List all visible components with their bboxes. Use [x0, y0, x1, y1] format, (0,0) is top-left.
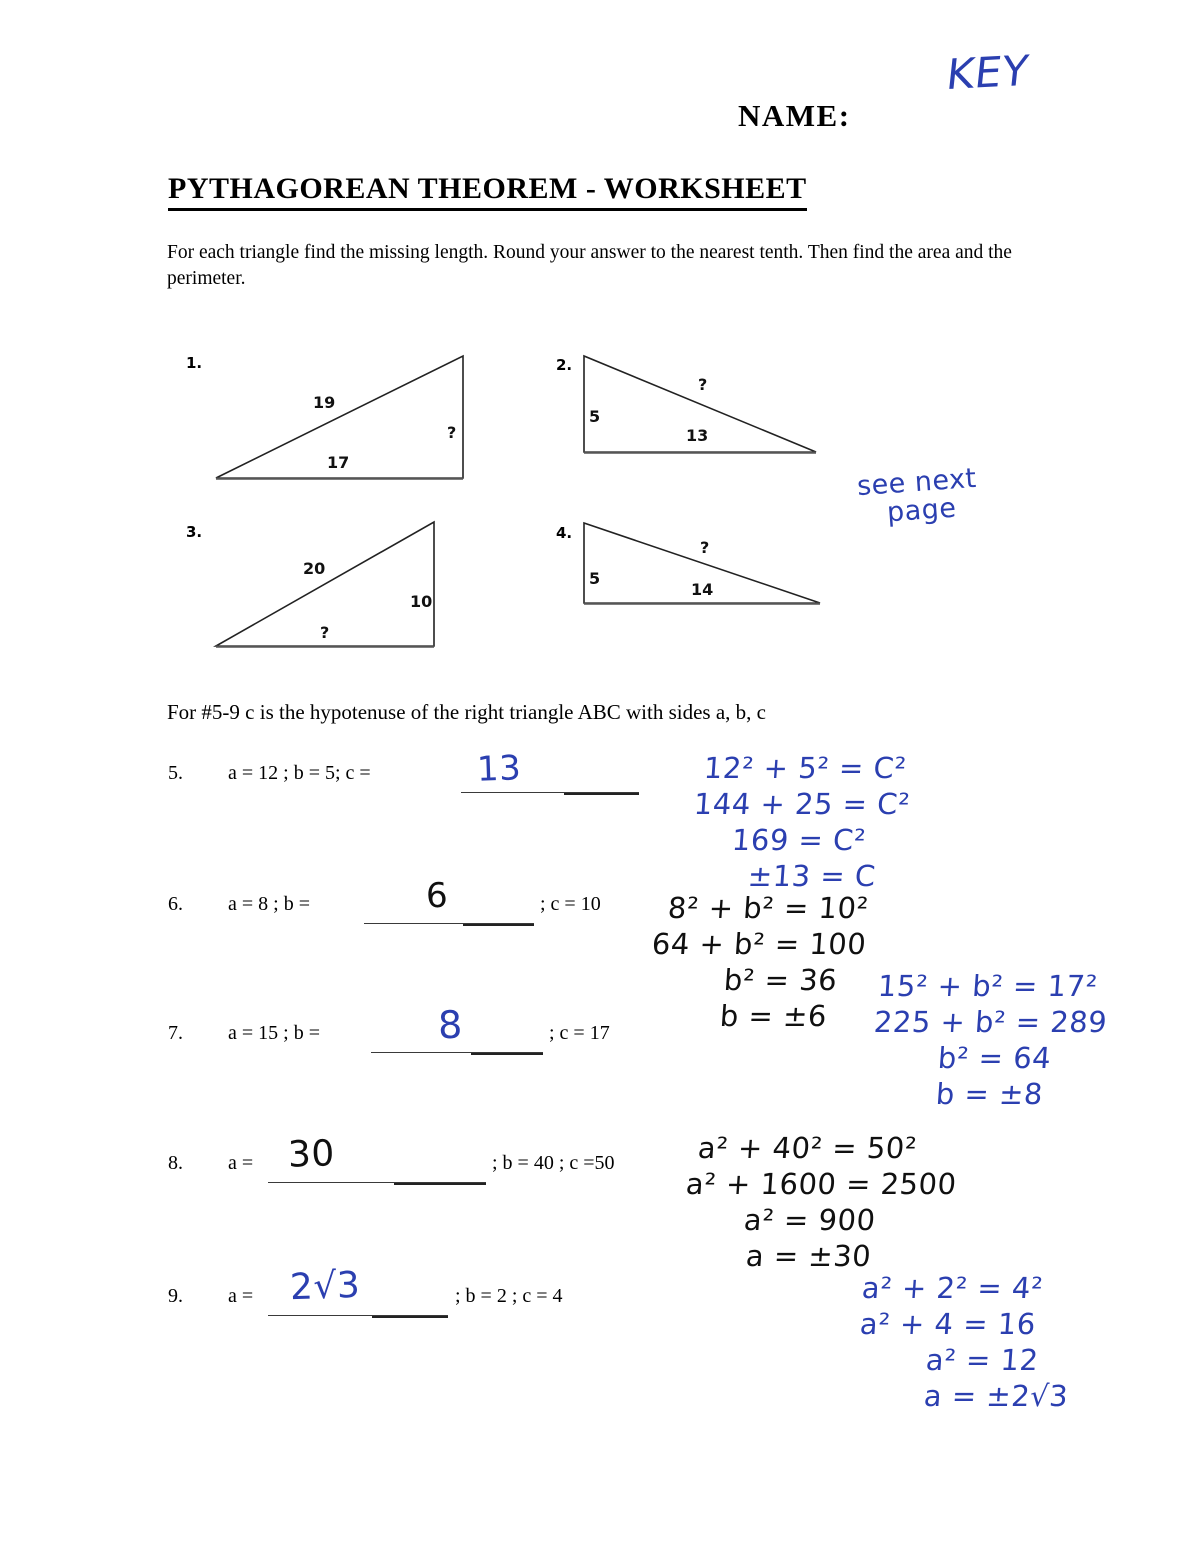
problem-8-suffix: ; b = 40 ; c =50	[492, 1152, 615, 1174]
triangle-1-hypotenuse-label: 19	[313, 393, 336, 412]
problem-9-work	[858, 1270, 1070, 1414]
problem-7-answer: 8	[437, 1002, 464, 1048]
page-title-wrap	[168, 172, 807, 211]
triangle-2-vertical-label: 5	[589, 407, 601, 426]
problem-6-number: 6.	[168, 893, 183, 915]
triangle-3-number: 3.	[186, 523, 203, 541]
problem-6-work-line-3: b² = 36	[722, 963, 839, 997]
problem-9-number: 9.	[168, 1285, 183, 1307]
triangle-4-figure	[580, 519, 830, 614]
problem-6-suffix: ; c = 10	[540, 893, 601, 915]
page-title: PYTHAGOREAN THEOREM - WORKSHEET	[168, 172, 807, 211]
triangle-3-unknown-label: ?	[320, 623, 330, 642]
section-instruction: For #5-9 c is the hypotenuse of the right triangle ABC with sides a, b, c	[167, 700, 766, 724]
triangle-4-vertical-label: 5	[589, 569, 601, 588]
triangle-2-number: 2.	[556, 356, 573, 374]
problem-6-work-line-2: 64 + b² = 100	[650, 927, 868, 961]
problem-9-work-line-4: a = ±2√3	[922, 1379, 1070, 1413]
triangle-2-svg	[580, 352, 825, 462]
problem-8-number: 8.	[168, 1152, 183, 1174]
problem-7-work-line-2: 225 + b² = 289	[872, 1005, 1109, 1039]
problem-8-work-line-3: a² = 900	[742, 1203, 877, 1237]
problem-6-work	[650, 890, 870, 1034]
triangle-3-vertical-label: 10	[410, 592, 433, 611]
triangle-2-base-label: 13	[686, 426, 709, 445]
problem-8-prefix: a =	[228, 1152, 254, 1174]
problem-8-answer: 30	[287, 1133, 336, 1176]
problem-6-answer: 6	[425, 875, 449, 917]
problem-7-work-line-4: b = ±8	[934, 1077, 1045, 1111]
triangle-3-figure	[210, 516, 450, 654]
triangle-3-svg	[210, 516, 450, 654]
triangle-2-unknown-label: ?	[698, 375, 708, 394]
problem-5-work	[692, 750, 912, 894]
problem-9-work-line-1: a² + 2² = 4²	[860, 1271, 1045, 1305]
problem-8-work-line-1: a² + 40² = 50²	[696, 1131, 919, 1165]
triangle-4-number: 4.	[556, 524, 573, 542]
problem-5-work-line-4: ±13 = C	[746, 859, 877, 893]
problem-7-suffix: ; c = 17	[549, 1022, 610, 1044]
problem-7-work-line-1: 15² + b² = 17²	[876, 969, 1099, 1003]
problem-5-work-line-1: 12² + 5² = C²	[702, 751, 908, 785]
problem-6-work-line-4: b = ±6	[718, 999, 829, 1033]
instructions-text: For each triangle find the missing length. Round your answer to the nearest tenth. Then find the area and the perimeter.	[167, 242, 1012, 289]
problem-9-work-line-3: a² = 12	[924, 1343, 1040, 1377]
key-annotation: KEY	[944, 45, 1032, 100]
problem-6-work-line-1: 8² + b² = 10²	[666, 891, 870, 925]
problem-7-number: 7.	[168, 1022, 183, 1044]
problem-6-answer-blank[interactable]	[364, 893, 534, 924]
triangle-1-unknown-label: ?	[447, 423, 457, 442]
triangle-4-svg	[580, 519, 830, 614]
problem-9-suffix: ; b = 2 ; c = 4	[455, 1285, 563, 1307]
problem-6-prefix: a = 8 ; b =	[228, 893, 310, 915]
problem-9-answer: 2√3	[289, 1264, 361, 1309]
triangle-3-hypotenuse-label: 20	[303, 559, 326, 578]
teacher-note-line-1: see next	[856, 462, 978, 503]
triangle-4-base-label: 14	[691, 580, 714, 599]
problem-5-number: 5.	[168, 762, 183, 784]
triangle-1-base-label: 17	[327, 453, 350, 472]
problem-7-work-line-3: b² = 64	[936, 1041, 1053, 1075]
triangle-2-figure	[580, 352, 825, 462]
teacher-note-line-2: page	[885, 492, 958, 529]
problem-8-work-line-2: a² + 1600 = 2500	[684, 1167, 958, 1201]
problem-9-work-line-2: a² + 4 = 16	[858, 1307, 1037, 1341]
problem-7-work	[872, 968, 1109, 1112]
problem-8-work-line-4: a = ±30	[744, 1239, 873, 1273]
problem-7-prefix: a = 15 ; b =	[228, 1022, 320, 1044]
triangle-1-number: 1.	[186, 354, 203, 372]
problem-5-work-line-2: 144 + 25 = C²	[692, 787, 912, 821]
problem-5-work-line-3: 169 = C²	[730, 823, 868, 857]
problem-5-prefix: a = 12 ; b = 5; c =	[228, 762, 371, 784]
triangle-4-unknown-label: ?	[700, 538, 710, 557]
problem-9-prefix: a =	[228, 1285, 254, 1307]
name-label: NAME:	[738, 98, 851, 133]
problem-8-work	[684, 1130, 958, 1274]
problem-5-answer: 13	[476, 748, 522, 790]
